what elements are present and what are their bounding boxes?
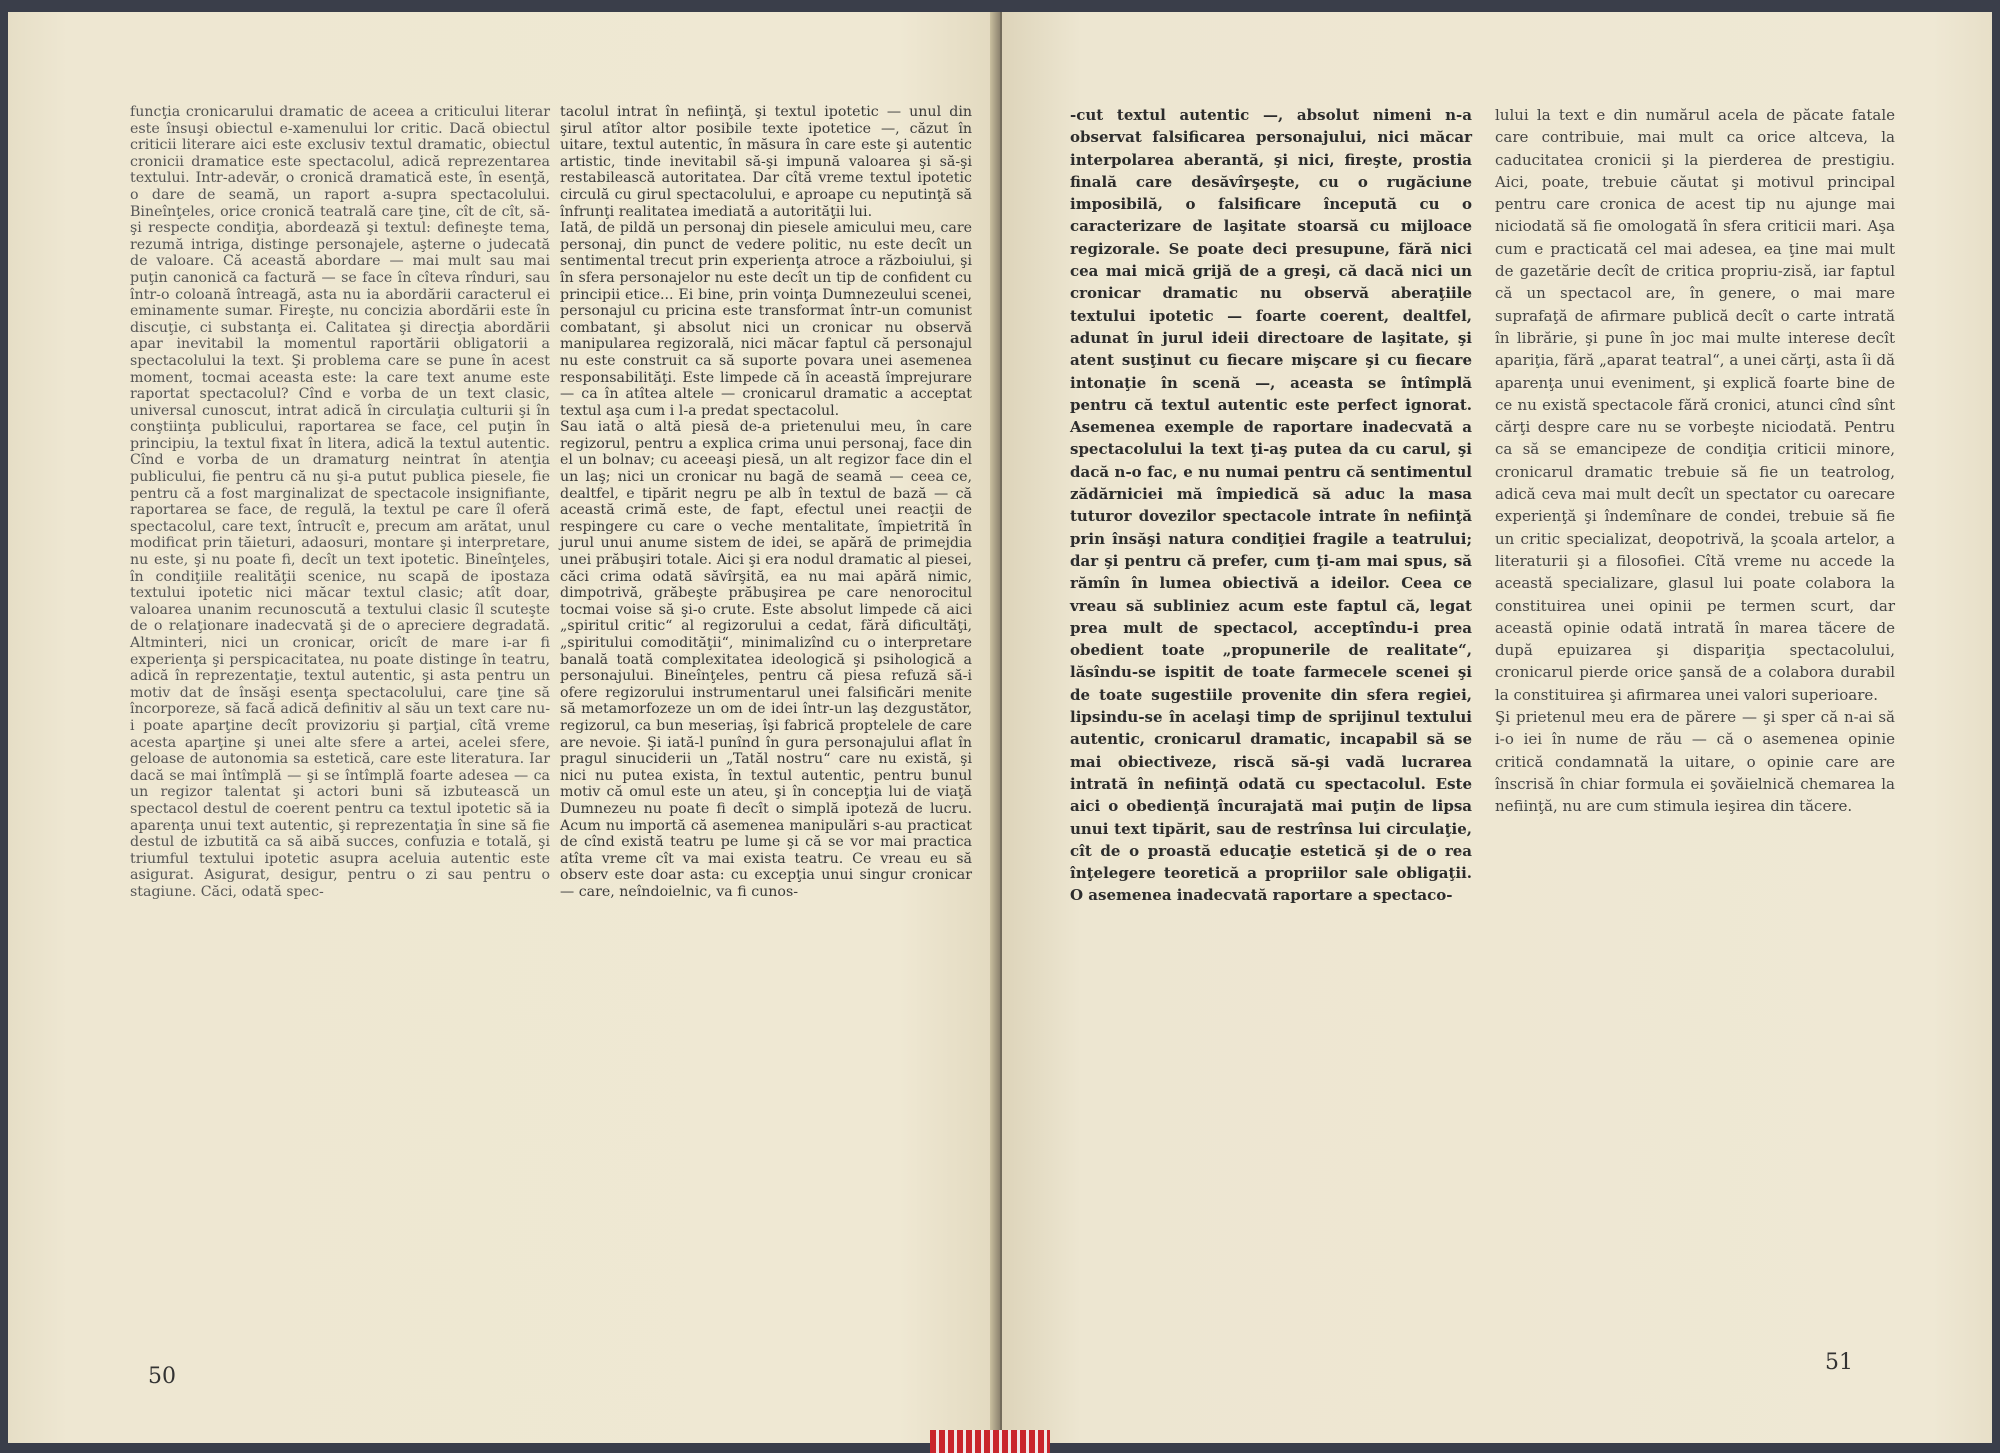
left-page-column-2: tacolul intrat în nefiinţă, şi textul ipotetic — unul din şirul atîtor altor posibile texte ipotetice —, căzut în uitare, textul autentic, în măsura în care este şi autentic artistic, tinde inevitabil să-şi impună valoarea şi să-şi restabilească autoritatea. Dar cîtă vreme textul ipotetic circulă cu girul spectacolului, e aproape cu neputinţă să înfrunţi realitatea imediată a autorităţii lui. Iată, de pildă un personaj din piesele amicului meu, care personaj, din punct de vedere politic, nu este decît un sentimental trecut prin experienţa atroce a războiului, şi în sfera personajelor nu este decît un tip de confident cu principii etice... Ei bine, prin voinţa Dumnezeului scenei, personajul cu pricina este transformat într-un comunist combatant, şi absolut nici un cronicar nu observă manipularea regizorală, nici măcar faptul că personajul nu este construit ca să suporte povara unei asemenea responsabilităţi. Este limpede că în această împrejurare — ca în atîtea altele — cronicarul dramatic a acceptat textul aşa cum i l-a predat spectacolul. Sau iată o altă piesă de-a prietenului meu, în care regizorul, pentru a explica crima unui personaj, face din el un bolnav; cu aceeaşi piesă, un alt regizor face din el un laş; nici un cronicar nu bagă de seamă — ceea ce, dealtfel, e tipărit negru pe alb în textul de bază — că această crimă este, de fapt, efectul unei reacţii de respingere cu care o veche mentalitate, împietrită în jurul unui anume sistem de idei, se apără de primejdia unei prăbuşiri totale. Aici şi era nodul dramatic al piesei, căci crima odată săvîrşită, ea nu mai apără nimic, dimpotrivă, grăbeşte prăbuşirea pe care nenorocitul tocmai voise să şi-o crute. Este absolut limpede că aici „spiritul critic“ al regizorului a cedat, fără dificultăţi, „spiritului comodităţii“, minimalizînd cu o interpretare banală toată complexitatea ideologică şi psihologică a personajului. Bineînţeles, pentru că piesa refuză să-i ofere regizorului instrumentarul unei falsificări menite să metamorfozeze un om de idei într-un laş dezgustător, regizorul, ca bun meseriaş, îşi fabrică proptelele de care are nevoie. Şi iată-l punînd în gura personajului aflat în pragul sinuciderii un „Tatăl nostru“ care nu există, şi nici nu putea exista, în textul autentic, pentru bunul motiv că omul este un ateu, şi în concepţia lui de viaţă Dumnezeu nu poate fi decît o simplă ipoteză de lucru. Acum nu importă că asemenea manipulări s-au practicat de cînd există teatru pe lume şi că se vor mai practica atîta vreme cît va mai exista teatru. Ce vreau eu să observ este doar asta: cu excepţia unui singur cronicar — care, neîndoielnic, va fi cunos- (560, 104, 972, 900)
page-number-left: 50 (148, 1364, 176, 1389)
right-page-column-2: lului la text e din numărul acela de păcate fatale care contribuie, mai mult ca orice altceva, la caducitatea cronicii şi la pierderea de prestigiu. Aici, poate, trebuie căutat şi motivul principal pentru care cronica de acest tip nu ajunge mai niciodată să fie omologată în sfera criticii mari. Aşa cum e practicată cel mai adesea, ea ţine mai mult de gazetărie decît de critica propriu-zisă, iar faptul că un spectacol are, în genere, o mai mare suprafaţă de afirmare publică decît o carte intrată în librărie, şi pune în joc mai multe interese decît apariţia, fără „aparat teatral“, a unei cărţi, asta îi dă aparenţa unui eveniment, şi explică foarte bine de ce nu există spectacole fără cronici, atunci cînd sînt cărţi despre care nu se vorbeşte niciodată. Pentru ca să se emancipeze de condiţia criticii minore, cronicarul dramatic trebuie să fie un teatrolog, adică ceva mai mult decît un spectator cu oarecare experienţă şi îndemînare de condei, trebuie să fie un critic specializat, deopotrivă, la şcoala artelor, a literaturii şi a filosofiei. Cîtă vreme nu accede la această specializare, glasul lui poate colabora la constituirea unei opinii pe termen scurt, dar această opinie odată intrată în marea tăcere de după epuizarea şi dispariţia spectacolului, cronicarul pierde orice şansă de a colabora durabil la constituirea şi afirmarea unei valori superioare. Şi prietenul meu era de părere — şi sper că n-ai să i-o iei în nume de rău — că o asemenea opinie critică condamnată la uitare, o opinie care are înscrisă în chiar formula ei şovăielnică chemarea la nefiinţă, nu are cum stimula ieşirea din tăcere. (1495, 106, 1895, 816)
page-number-right: 51 (1825, 1350, 1853, 1375)
left-page-column-1: funcţia cronicarului dramatic de aceea a criticului literar este însuşi obiectul e-xamenului lor critic. Dacă obiectul criticii literare aici este exclusiv textul dramatic, obiectul cronicii dramatice este spectacolul, adică reprezentarea textului. Intr-adevăr, o cronică dramatică este, în esenţă, o dare de seamă, un raport a-supra spectacolului. Bineînţeles, orice cronică teatrală care ţine, cît de cît, să-şi respecte condiţia, abordează şi textul: defineşte tema, rezumă intriga, distinge personajele, aşterne o judecată de valoare. Că această abordare — mai mult sau mai puţin canonică ca factură — se face în cîteva rînduri, sau într-o coloană întreagă, asta nu ia abordării caracterul ei eminamente sumar. Fireşte, nu concizia abordării este în discuţie, ci substanţa ei. Calitatea şi direcţia abordării apar inevitabil la momentul raportării obligatorii a spectacolului la text. Şi problema care se pune în acest moment, tocmai aceasta este: la care text anume este raportat spectacolul? Cînd e vorba de un text clasic, universal cunoscut, intrat adică în circulaţia culturii şi în conştiinţa publicului, raportarea se face, cel puţin în principiu, la textul fixat în litera, adică la textul autentic. Cînd e vorba de un dramaturg neintrat în atenţia publicului, fie pentru că nu şi-a putut publica piesele, fie pentru că a fost marginalizat de spectacole insignifiante, raportarea se face, de regulă, la textul pe care îl oferă spectacolul, care text, întrucît e, precum am arătat, unul modificat prin tăieturi, adaosuri, montare şi interpretare, nu este, şi nu poate fi, decît un text ipotetic. Bineînţeles, în condiţiile realităţii scenice, nu scapă de ipostaza textului ipotetic nici măcar textul clasic; atît doar, valoarea unanim recunoscută a textului clasic îl scuteşte de o relaţionare inadecvată şi de o apreciere degradată. Altminteri, nici un cronicar, oricît de mare i-ar fi experienţa şi perspicacitatea, nu poate distinge în teatru, adică în reprezentaţie, textul autentic, şi asta pentru un motiv dat de însăşi esenţa spectacolului, care ţine să încorporeze, să facă adică definitiv al său un text care nu-i poate aparţine decît provizoriu şi parţial, cîtă vreme acesta aparţine şi unei alte sfere a artei, acelei sfere, geloase de autonomia sa estetică, care este literatura. Iar dacă se mai întîmplă — şi se întîmplă foarte adesea — ca un regizor talentat şi actori buni să izbutească un spectacol destul de coerent pentru ca textul ipotetic să ia aparenţa unui text autentic, şi reprezentaţia în sine să fie destul de izbutită ca să aibă succes, confuzia e totală, şi triumful textului ipotetic asupra aceluia autentic este asigurat. Asigurat, desigur, pentru o zi sau pentru o stagiune. Căci, odată spec- (130, 104, 550, 900)
left-page (8, 12, 998, 1443)
right-page-column-1: -cut textul autentic —, absolut nimeni n-a observat falsificarea personajului, nici măcar interpolarea aberantă, şi nici, fireşte, prostia finală care desăvîrşeşte, cu o rugăciune imposibilă, o falsificare începută cu o caracterizare de laşitate stoarsă cu mijloace regizorale. Se poate deci presupune, fără nici cea mai mică grijă de a greşi, că dacă nici un cronicar dramatic nu observă aberaţiile textului ipotetic — foarte coerent, dealtfel, adunat în jurul ideii directoare de laşitate, şi atent susţinut cu fiecare mişcare şi cu fiecare intonaţie în scenă —, aceasta se întîmplă pentru că textul autentic este perfect ignorat. Asemenea exemple de raportare inadecvată a spectacolului la text ţi-aş putea da cu carul, şi dacă n-o fac, e nu numai pentru că sentimentul zădărniciei mă împiedică să aduc la masa tuturor dovezilor spectacole intrate în nefiinţă prin însăşi natura condiţiei fragile a teatrului; dar şi pentru că prefer, cum ţi-am mai spus, să rămîn în lumea obiectivă a ideilor. Ceea ce vreau să subliniez acum este faptul că, legat prea mult de spectacol, acceptîndu-i prea obedient toate „propunerile de realitate“, lăsîndu-se ispitit de toate farmecele scenei şi de toate sugestiile provenite din sfera regiei, lipsindu-se în acelaşi timp de sprijinul textului autentic, cronicarul dramatic, incapabil să se mai obiectiveze, riscă să-şi vadă lucrarea intrată în nefiinţă odată cu spectacolul. Este aici o obedienţă încurajată mai puţin de lipsa unui text tipărit, sau de restrînsa lui circulaţie, cît de o proastă educaţie estetică şi de o rea înţelegere teoretică a propriilor sale obligaţii. O asemenea inadecvată raportare a spectaco- (1070, 106, 1472, 905)
book-headband (930, 1430, 1050, 1453)
right-page (1002, 12, 1992, 1443)
